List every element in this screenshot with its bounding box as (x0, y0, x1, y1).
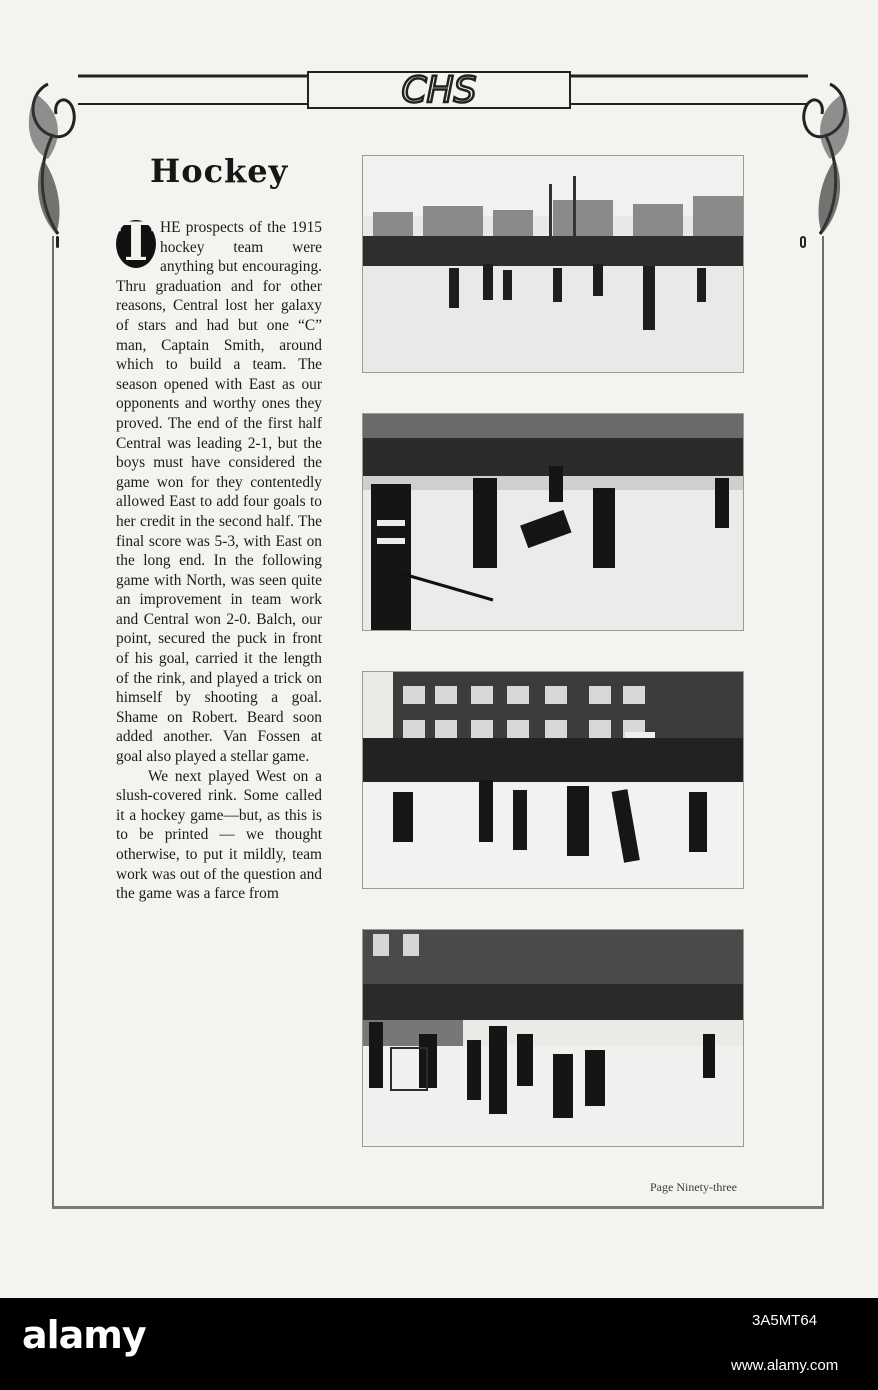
article-paragraph-1 (116, 212, 322, 767)
article-title: Hockey (150, 152, 289, 190)
image-id: 3A5MT64 (752, 1312, 818, 1329)
alamy-logo: alamy (22, 1313, 146, 1357)
left-border (52, 236, 54, 1206)
chs-monogram: CHS (401, 70, 477, 111)
hockey-photo-4 (362, 929, 744, 1147)
article-paragraph-2: We next played West on a slush-covered rink. Some called it a hockey game—but, as this is to be printed — we thought otherwise, to put it mildly, team work was out of the question and the game was a farce from (116, 767, 322, 903)
paragraph-1-text: HE prospects of the 1915 hockey team were anything but encouraging. Thru graduation and for other reasons, Central lost her galaxy of stars and had but one “C” man, Captain Smith, around which to build a team. The season opened with East as our opponents and worthy ones they proved. The end of the first half Central was leading 2-1, but the boys must have considered the game won for they contentedly allowed East to add four goals to her credit in the second half. The final score was 5-3, with East on the long end. In the following game with North, was seen quite an improvement in team work and Central won 2-0. Balch, our point, secured the puck in front of his goal, carried it the length of the rink, and played a trick on himself by shooting a goal. Shame on Robert. Beard soon added another. Van Fossen at goal also played a stellar game. (116, 219, 322, 766)
left-margin-mark (56, 236, 59, 248)
article-body (116, 212, 322, 904)
hockey-photo-2 (362, 413, 744, 631)
right-border (822, 236, 824, 1206)
watermark-url: www.alamy.com (731, 1357, 839, 1374)
drop-cap: T (116, 212, 156, 273)
hockey-photo-3 (362, 671, 744, 889)
hockey-photo-1 (362, 155, 744, 373)
page-number: Page Ninety-three (650, 1180, 737, 1194)
right-margin-mark (800, 236, 806, 248)
bottom-border (52, 1206, 824, 1209)
